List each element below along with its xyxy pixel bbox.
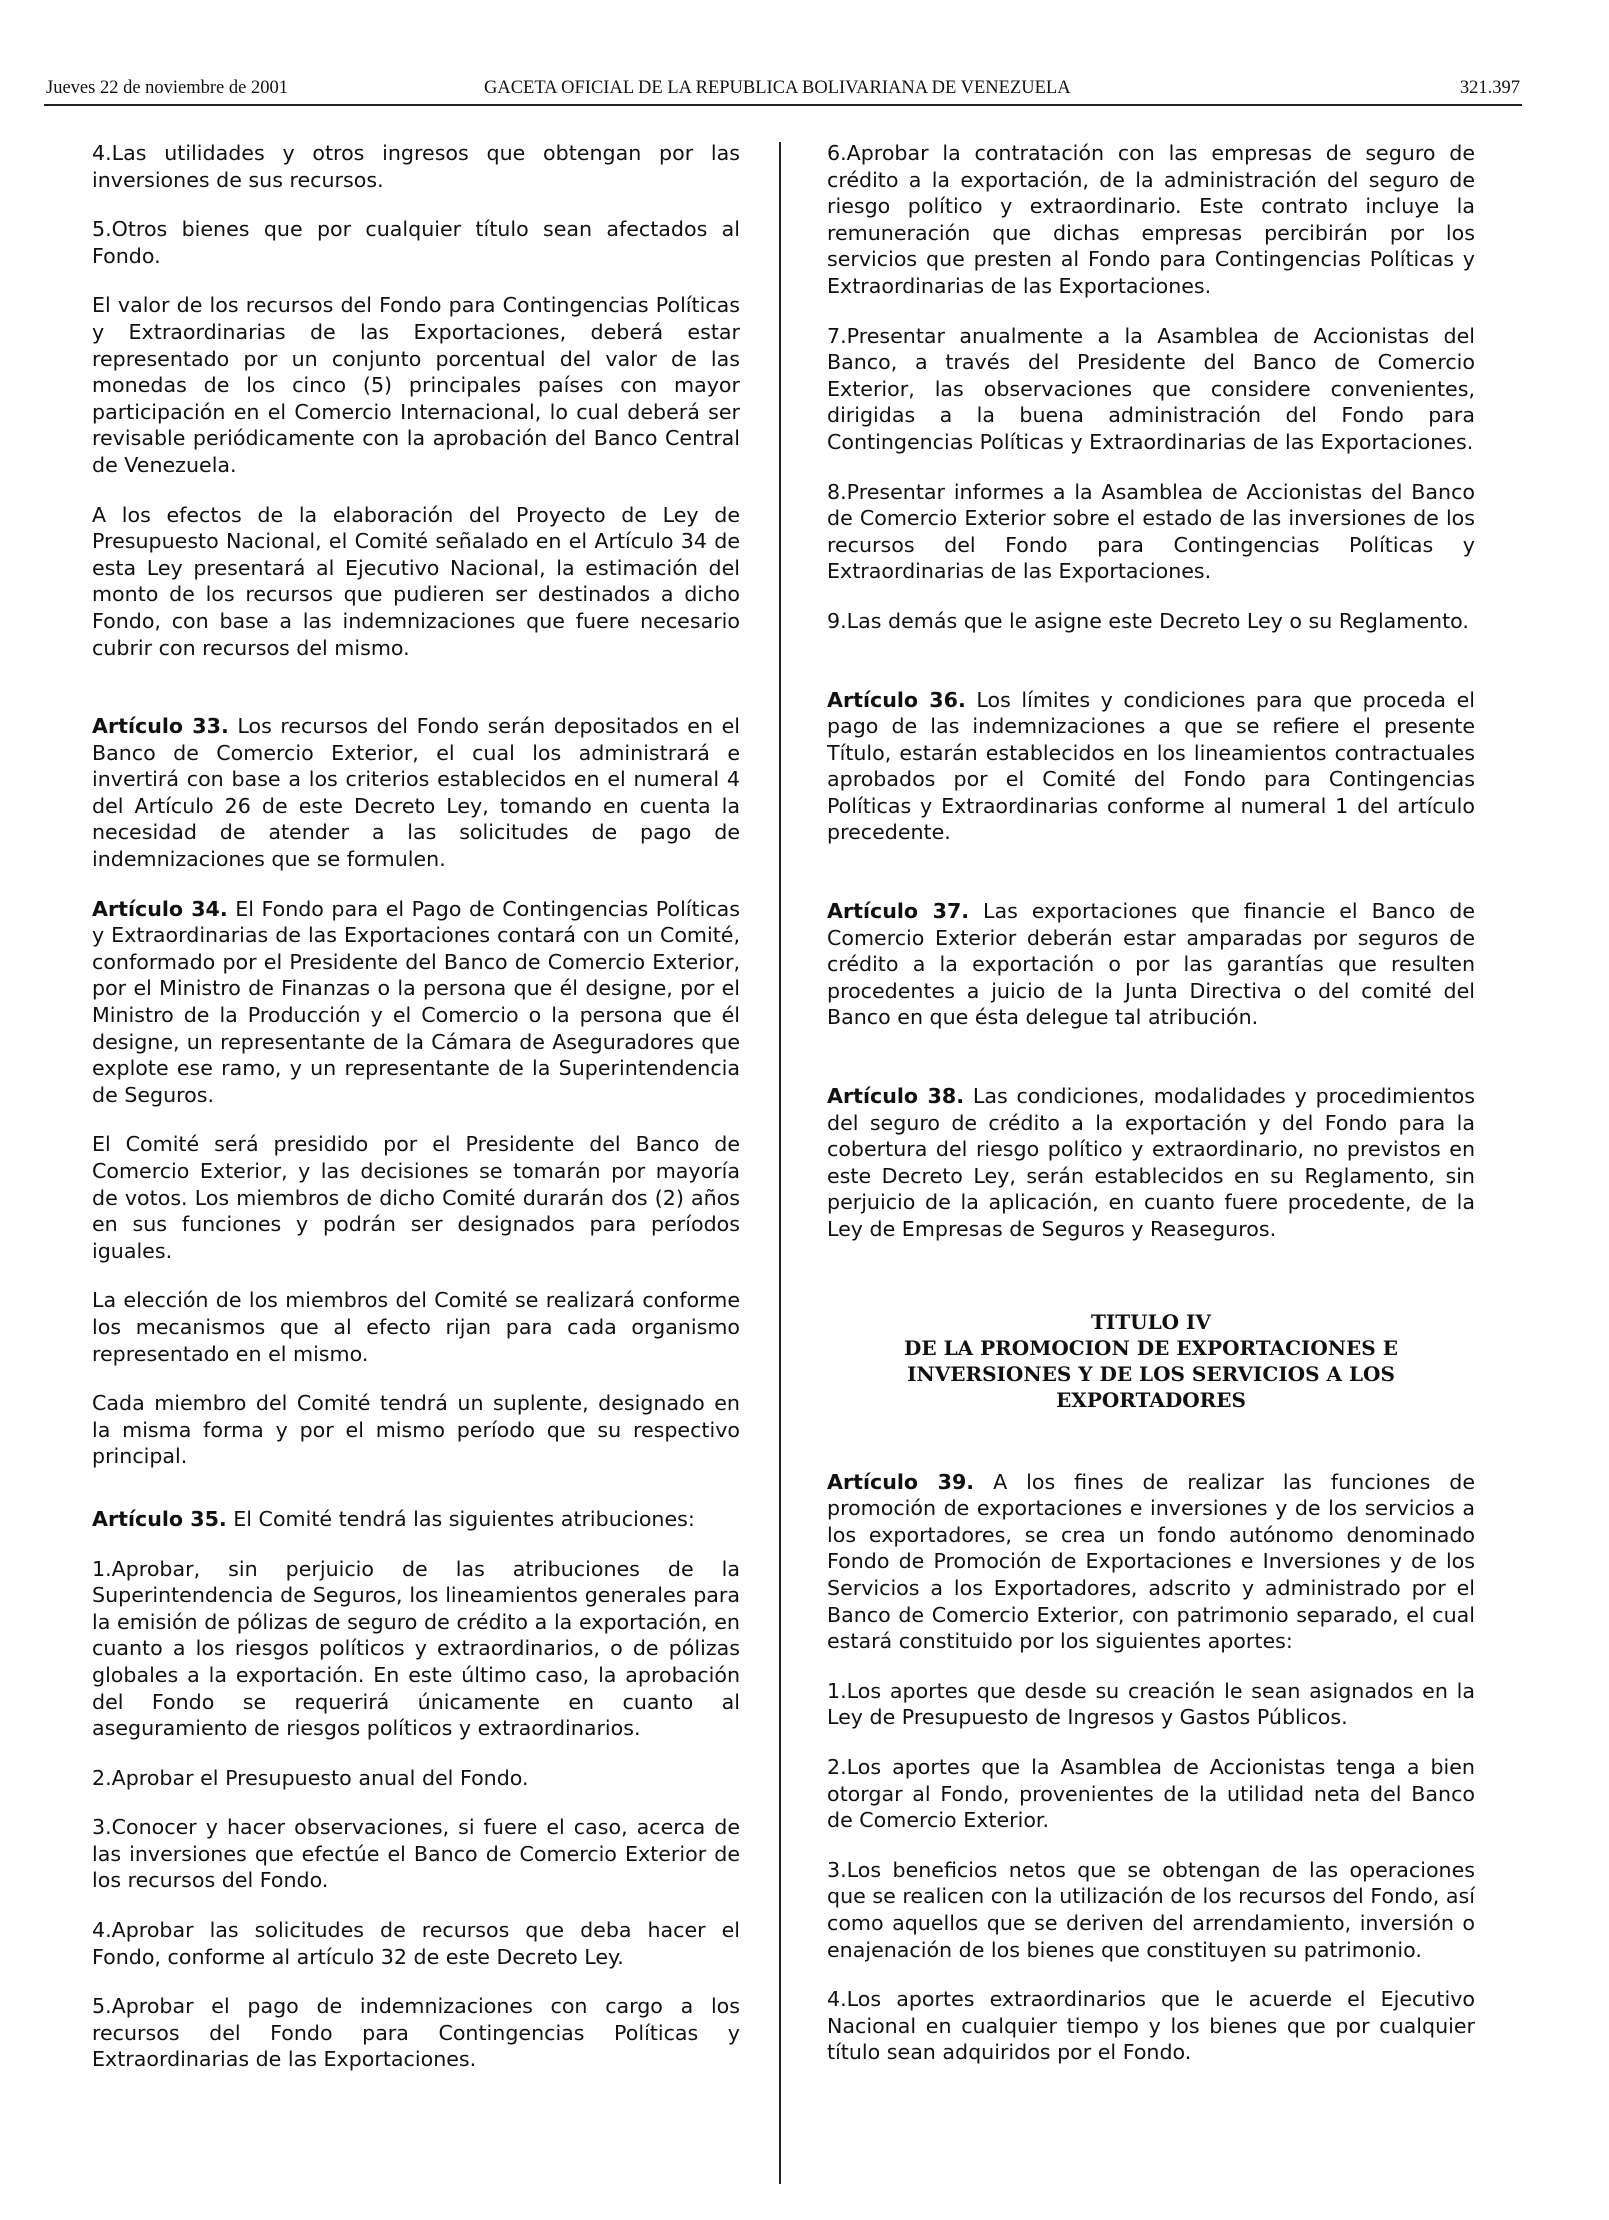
article-text: Las condiciones, modalidades y procedimientos del seguro de crédito a la exportación y del Fondo para la cobertura del riesgo político y extraordinario, no previstos en este Decreto Ley, serán establecidos en su Reglamento, sin perjuicio de la aplicación, en cuanto fuere procedente, de la Ley de Empresas de Seguros y Reaseguros. [827, 1084, 1475, 1241]
paragraph: El Comité será presidido por el Presidente del Banco de Comercio Exterior, y las decisiones se tomarán por mayoría de votos. Los miembros de dicho Comité durarán dos (2) años en sus funciones y podrán ser designados para períodos iguales. [92, 1132, 740, 1263]
section-title-line: INVERSIONES Y DE LOS SERVICIOS A LOS [907, 1361, 1395, 1386]
list-item: 9.Las demás que le asigne este Decreto Ley o su Reglamento. [827, 608, 1469, 633]
article-text: Los recursos del Fondo serán depositados en el Banco de Comercio Exterior, el cual los administrará e invertirá con base a los criterios establecidos en el numeral 4 del Artículo 26 de este Decreto Ley, tomando en cuenta la necesidad de atender a las solicitudes de pago de indemnizaciones que se formulen. [92, 714, 740, 872]
list-item: 1.Los aportes que desde su creación le sean asignados en la Ley de Presupuesto de Ingresos y Gastos Públicos. [827, 1678, 1475, 1730]
paragraph: 4.Las utilidades y otros ingresos que obtengan por las inversiones de sus recursos. [92, 141, 740, 192]
article-label: Artículo 34. [92, 896, 228, 921]
article-37 [827, 898, 1475, 1031]
section-title-line: TITULO IV [1091, 1309, 1211, 1334]
article-label: Artículo 33. [92, 714, 229, 739]
article-label: Artículo 38. [827, 1084, 965, 1109]
right-column [827, 140, 1475, 2089]
article-35 [92, 1506, 740, 1533]
article-text: El Comité tendrá las siguientes atribuciones: [226, 1506, 695, 1531]
list-item: 1.Aprobar, sin perjuicio de las atribuciones de la Superintendencia de Seguros, los lineamientos generales para la emisión de pólizas de seguro de crédito a la exportación, en cuanto a los riesgos políticos y extraordinarios, o de pólizas globales a la exportación. En este último caso, la aprobación del Fondo se requerirá únicamente en cuanto al aseguramiento de riesgos políticos y extraordinarios. [92, 1556, 740, 1741]
paragraph: El valor de los recursos del Fondo para Contingencias Políticas y Extraordinarias de las Exportaciones, deberá estar representado por un conjunto porcentual del valor de las monedas de los cinco (5) principales países con mayor participación en el Comercio Internacional, lo cual deberá ser revisable periódicamente con la aprobación del Banco Central de Venezuela. [92, 293, 740, 477]
article-label: Artículo 39. [827, 1469, 975, 1494]
list-item: 3.Los beneficios netos que se obtengan de las operaciones que se realicen con la utilización de los recursos del Fondo, así como aquellos que se deriven del arrendamiento, inversión o enajenación de los bienes que constituyen su patrimonio. [827, 1857, 1475, 1962]
left-column [92, 140, 740, 2096]
section-title-line: EXPORTADORES [1056, 1387, 1246, 1412]
article-33 [92, 713, 740, 873]
article-34 [92, 896, 740, 1109]
article-36 [827, 687, 1475, 847]
article-39 [827, 1469, 1475, 1655]
list-item: 3.Conocer y hacer observaciones, si fuere el caso, acerca de las inversiones que efectúe el Banco de Comercio Exterior de los recursos del Fondo. [92, 1815, 740, 1893]
list-item: 8.Presentar informes a la Asamblea de Accionistas del Banco de Comercio Exterior sobre el estado de las inversiones de los recursos del Fondo para Contingencias Políticas y Extraordinarias de las Exportaciones. [827, 479, 1475, 584]
paragraph: A los efectos de la elaboración del Proyecto de Ley de Presupuesto Nacional, el Comité señalado en el Artículo 34 de esta Ley presentará al Ejecutivo Nacional, la estimación del monto de los recursos que pudieren ser destinados a dicho Fondo, con base a las indemnizaciones que fuere necesario cubrir con recursos del mismo. [92, 502, 740, 660]
article-label: Artículo 36. [827, 687, 966, 712]
header-date: Jueves 22 de noviembre de 2001 [46, 78, 288, 98]
list-item: 2.Los aportes que la Asamblea de Accionistas tenga a bien otorgar al Fondo, provenientes de la utilidad neta del Banco de Comercio Exterior. [827, 1754, 1475, 1833]
column-divider [779, 142, 781, 2184]
paragraph: 5.Otros bienes que por cualquier título sean afectados al Fondo. [92, 217, 740, 268]
article-label: Artículo 35. [92, 1506, 227, 1531]
paragraph: La elección de los miembros del Comité se realizará conforme los mecanismos que al efecto rijan para cada organismo representado en el mismo. [92, 1288, 740, 1366]
header-title: GACETA OFICIAL DE LA REPUBLICA BOLIVARIANA DE VENEZUELA [484, 78, 1071, 98]
paragraph: Cada miembro del Comité tendrá un suplente, designado en la misma forma y por el mismo período que su respectivo principal. [92, 1391, 740, 1469]
section-title [827, 1309, 1475, 1413]
list-item: 7.Presentar anualmente a la Asamblea de Accionistas del Banco, a través del Presidente del Banco de Comercio Exterior, las observaciones que considere convenientes, dirigidas a la buena administración del Fondo para Contingencias Políticas y Extraordinarias de las Exportaciones. [827, 323, 1475, 454]
list-item: 5.Aprobar el pago de indemnizaciones con cargo a los recursos del Fondo para Contingencias Políticas y Extraordinarias de las Exportaciones. [92, 1994, 740, 2072]
header-page-number: 321.397 [1459, 78, 1520, 98]
section-title-line: DE LA PROMOCION DE EXPORTACIONES E [904, 1335, 1398, 1360]
list-item: 6.Aprobar la contratación con las empresas de seguro de crédito a la exportación, de la administración del seguro de riesgo político y extraordinario. Este contrato incluye la remuneración que dichas empresas percibirán por los servicios que presten al Fondo para Contingencias Políticas y Extraordinarias de las Exportaciones. [827, 141, 1475, 298]
article-label: Artículo 37. [827, 899, 970, 924]
article-text: Los límites y condiciones para que proceda el pago de las indemnizaciones a que se refiere el presente Título, estarán establecidos en los lineamientos contractuales aprobados por el Comité del Fondo para Contingencias Políticas y Extraordinarias conforme al numeral 1 del artículo precedente. [827, 687, 1475, 845]
list-item: 4.Los aportes extraordinarios que le acuerde el Ejecutivo Nacional en cualquier tiempo y los bienes que por cualquier título sean adquiridos por el Fondo. [827, 1987, 1475, 2065]
article-text: A los fines de realizar las funciones de promoción de exportaciones e inversiones y de los servicios a los exportadores, se crea un fondo autónomo denominado Fondo de Promoción de Exportaciones e Inversiones y de los Servicios a los Exportadores, adscrito y administrado por el Banco de Comercio Exterior, con patrimonio separado, el cual estará constituido por los siguientes aportes: [827, 1469, 1475, 1654]
list-item: 2.Aprobar el Presupuesto anual del Fondo. [92, 1765, 529, 1790]
list-item: 4.Aprobar las solicitudes de recursos que deba hacer el Fondo, conforme al artículo 32 de este Decreto Ley. [92, 1918, 740, 1969]
article-38 [827, 1083, 1475, 1243]
page-header [44, 76, 1522, 106]
article-text: Las exportaciones que financie el Banco de Comercio Exterior deberán estar amparadas por seguros de crédito a la exportación o por las garantías que resulten procedentes a juicio de la Junta Directiva o del comité del Banco en que ésta delegue tal atribución. [827, 899, 1475, 1030]
article-text: El Fondo para el Pago de Contingencias Políticas y Extraordinarias de las Exportaciones contará con un Comité, conformado por el Presidente del Banco de Comercio Exterior, por el Ministro de Finanzas o la persona que él designe, por el Ministro de la Producción y el Comercio o la persona que él designe, un representante de la Cámara de Aseguradores que explote ese ramo, y un representante de la Superintendencia de Seguros. [92, 896, 740, 1107]
